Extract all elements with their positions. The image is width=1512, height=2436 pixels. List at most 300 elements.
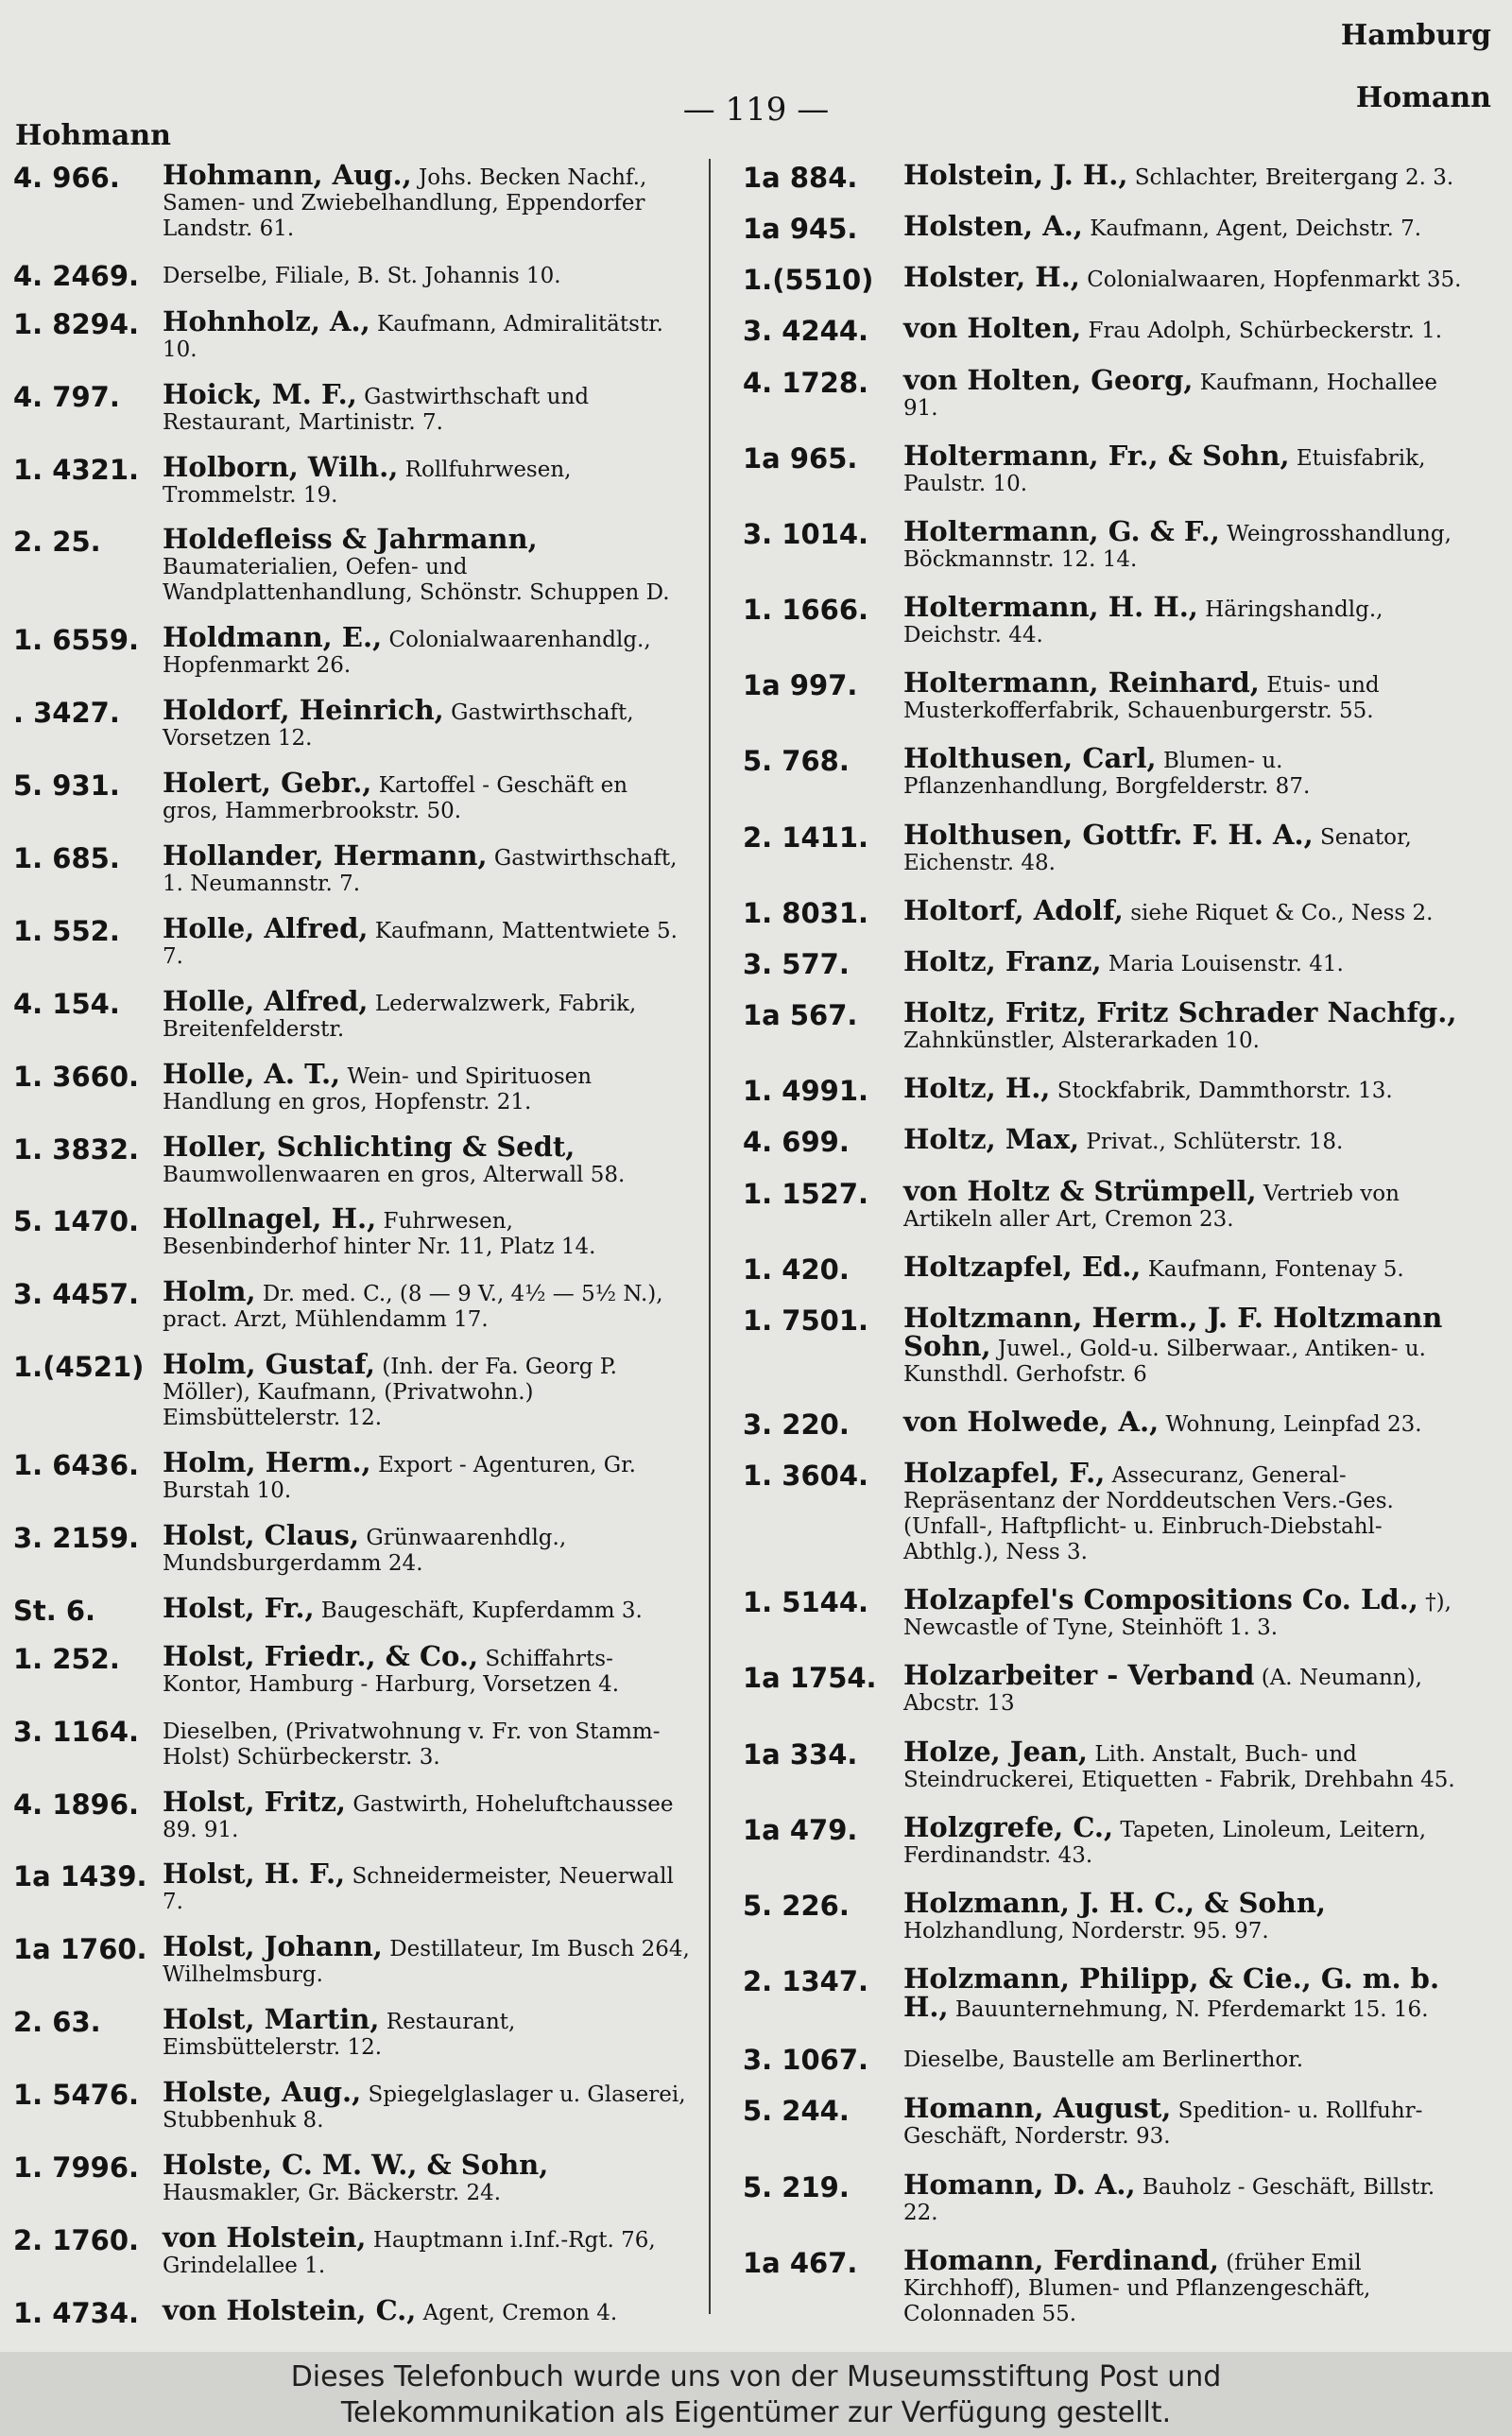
subscriber-name: Holtz, Fritz, Fritz Schrader Nachfg., (903, 996, 1457, 1029)
directory-entry (743, 1174, 1474, 1233)
phone-number: 1. 8294. (13, 307, 140, 340)
phone-number: 1a 884. (743, 162, 858, 194)
subscriber-name: Holtermann, Reinhard, (903, 666, 1260, 700)
entry-body (896, 1405, 1474, 1438)
directory-entry (743, 1123, 1474, 1159)
subscriber-name: Holdorf, Heinrich, (163, 694, 444, 727)
subscriber-name: Holtermann, Fr., & Sohn, (903, 439, 1290, 472)
entry-body (896, 2045, 1474, 2073)
subscriber-details: (A. Neumann), Abcstr. 13 (903, 1666, 1422, 1717)
directory-entry (13, 1717, 690, 1771)
directory-entry (743, 261, 1474, 297)
subscriber-details: Tapeten, Linoleum, Leitern, Ferdinandstr. 43. (903, 1817, 1427, 1868)
subscriber-name: Holster, H., (903, 261, 1080, 294)
entry-body (155, 1717, 690, 1771)
directory-entry (13, 1639, 690, 1698)
subscriber-details: Dieselben, (Privatwohnung v. Fr. von Stamm-Holst) Schürbeckerstr. 3. (163, 1719, 661, 1770)
subscriber-name: Holtz, Max, (903, 1123, 1080, 1156)
subscriber-name: von Holten, (903, 312, 1082, 345)
subscriber-details: Colonialwaaren, Hopfenmarkt 35. (1079, 268, 1462, 293)
entry-body (896, 514, 1474, 573)
directory-entry (13, 304, 690, 363)
subscriber-details: Blumen- u. Pflanzenhandlung, Borgfelderstr. 87. (903, 749, 1311, 800)
subscriber-details: (Inh. der Fa. Georg P. Möller), Kaufmann, (Privatwohn.) Eimsbüttelerstr. 12. (163, 1355, 617, 1431)
subscriber-name: von Holtz & Strümpell, (903, 1174, 1257, 1207)
subscriber-name: Holtorf, Adolf, (903, 893, 1124, 926)
phone-number: 2. 1760. (13, 2223, 140, 2256)
phone-number: . 3427. (13, 697, 120, 730)
subscriber-details: Hausmakler, Gr. Bäckerstr. 24. (163, 2181, 502, 2206)
entry-body (155, 1857, 690, 1915)
subscriber-details: Gastwirth, Hoheluftchaussee 89. 91. (163, 1791, 674, 1842)
subscriber-details: Baugeschäft, Kupferdamm 3. (314, 1598, 643, 1623)
subscriber-details: Export - Agenturen, Gr. Burstah 10. (163, 1453, 636, 1504)
directory-entry (743, 1405, 1474, 1441)
phone-number: 1. 4734. (13, 2296, 140, 2329)
phone-number: 3. 1164. (13, 1715, 140, 1748)
directory-entry (743, 514, 1474, 573)
phone-number: 3. 220. (743, 1408, 850, 1441)
subscriber-name: von Holwede, A., (903, 1405, 1160, 1438)
subscriber-name: Holthusen, Carl, (903, 742, 1157, 775)
entry-body (896, 439, 1474, 497)
entry-body (155, 2003, 690, 2061)
directory-entry (13, 1519, 690, 1577)
directory-entry (743, 1072, 1474, 1108)
subscriber-details: Assecuranz, General-Repräsentanz der Norddeutschen Vers.-Ges. (Unfall-, Haftpflicht- u. Einbruch-Diebstahl-Abthlg.), Ness 3. (903, 1463, 1394, 1565)
directory-entry (13, 1446, 690, 1504)
directory-entry (13, 839, 690, 897)
subscriber-details: Vertrieb von Artikeln aller Art, Cremon 23. (903, 1181, 1400, 1232)
directory-entry (743, 439, 1474, 497)
subscriber-name: Holborn, Wilh., (163, 450, 399, 483)
subscriber-name: Holthusen, Gottfr. F. H. A., (903, 818, 1314, 851)
subscriber-name: Hohnholz, A., (163, 304, 370, 337)
directory-entry (743, 1962, 1474, 2024)
phone-number: 3. 4457. (13, 1278, 140, 1311)
phone-number: 1a 1760. (13, 1933, 147, 1966)
directory-entry (13, 1857, 690, 1915)
entry-body (896, 1457, 1474, 1565)
subscriber-name: Holle, Alfred, (163, 984, 369, 1017)
phone-number: 3. 1014. (743, 517, 869, 550)
subscriber-details: (früher Emil Kirchhoff), Blumen- und Pflanzengeschäft, Colonnaden 55. (903, 2250, 1371, 2326)
phone-number: 5. 931. (13, 769, 120, 803)
directory-entry (743, 2092, 1474, 2150)
phone-number: 1. 5476. (13, 2079, 140, 2112)
directory-entry (13, 911, 690, 970)
subscriber-name: Holm, (163, 1275, 256, 1308)
entry-body (155, 767, 690, 824)
entry-body (896, 996, 1474, 1054)
subscriber-name: Hoick, M. F., (163, 377, 357, 410)
entry-body (896, 1962, 1474, 2024)
subscriber-name: Hohmann, Aug., (163, 159, 412, 191)
directory-entry (743, 210, 1474, 246)
subscriber-details: Maria Louisenstr. 41. (1101, 951, 1344, 976)
subscriber-name: Holtermann, G. & F., (903, 514, 1220, 547)
entry-body (155, 523, 690, 606)
subscriber-name: Holst, Fr., (163, 1591, 315, 1624)
entry-body (155, 2149, 690, 2206)
entry-body (155, 1591, 690, 1624)
entry-body (896, 1123, 1474, 1156)
phone-number: 4. 966. (13, 162, 120, 194)
phone-number: 1a 1754. (743, 1662, 877, 1695)
phone-number: 3. 4244. (743, 315, 869, 348)
phone-number: 4. 154. (13, 987, 120, 1020)
entry-body (896, 210, 1474, 243)
directory-entry (13, 159, 690, 242)
directory-entry (13, 450, 690, 509)
phone-number: 1a 945. (743, 213, 858, 246)
subscriber-name: Holzgrefe, C., (903, 1810, 1114, 1843)
subscriber-details: Restaurant, Eimsbüttelerstr. 12. (163, 2010, 516, 2061)
entry-body (155, 1930, 690, 1988)
phone-number: 1.(4521) (13, 1351, 145, 1384)
subscriber-name: Holle, Alfred, (163, 911, 369, 944)
directory-entry (13, 1930, 690, 1988)
subscriber-name: Holste, C. M. W., & Sohn, (163, 2149, 549, 2182)
subscriber-details: Hauptmann i.Inf.-Rgt. 76, Grindelallee 1. (163, 2227, 656, 2278)
subscriber-details: Kaufmann, Mattentwiete 5. 7. (163, 918, 678, 969)
entry-body (155, 304, 690, 363)
subscriber-details: Baumaterialien, Oefen- und Wandplattenhandlung, Schönstr. Schuppen D. (163, 555, 670, 606)
subscriber-details: Agent, Cremon 4. (416, 2300, 618, 2325)
phone-number: 5. 1470. (13, 1205, 140, 1238)
subscriber-details: Juwel., Gold-u. Silberwaar., Antiken- u. Kunsthdl. Gerhofstr. 6 (903, 1336, 1426, 1387)
directory-entry (13, 2149, 690, 2206)
subscriber-name: Holzarbeiter - Verband (903, 1659, 1255, 1692)
phone-number: 1.(5510) (743, 264, 874, 297)
directory-entry (13, 1130, 690, 1188)
phone-number: 5. 219. (743, 2170, 850, 2203)
entry-body (896, 1072, 1474, 1105)
subscriber-details: Bauunternehmung, N. Pferdemarkt 15. 16. (948, 1997, 1429, 2023)
subscriber-details: Zahnkünstler, Alsterarkaden 10. (903, 1028, 1260, 1054)
directory-entry (13, 2293, 690, 2329)
subscriber-name: Holst, Friedr., & Co., (163, 1639, 479, 1672)
directory-entry (13, 377, 690, 436)
subscriber-name: Holstein, J. H., (903, 159, 1128, 191)
entry-body (896, 1174, 1474, 1233)
phone-number: 3. 1067. (743, 2044, 869, 2077)
phone-number: 1a 997. (743, 669, 858, 702)
entry-body (155, 1057, 690, 1115)
phone-number: 1. 4991. (743, 1075, 869, 1108)
directory-entry (743, 1250, 1474, 1286)
subscriber-details: Schlachter, Breitergang 2. 3. (1127, 165, 1454, 190)
phone-number: 4. 699. (743, 1126, 850, 1159)
directory-entry (13, 694, 690, 752)
entry-body (155, 159, 690, 242)
subscriber-name: Holst, Martin, (163, 2003, 380, 2036)
phone-number: 4. 1896. (13, 1788, 140, 1821)
column-divider (709, 159, 711, 2314)
subscriber-name: Hollander, Hermann, (163, 839, 488, 872)
directory-entry (743, 1301, 1474, 1388)
entry-body (896, 1810, 1474, 1869)
subscriber-details: Lith. Anstalt, Buch- und Steindruckerei, Etiquetten - Fabrik, Drehbahn 45. (903, 1741, 1455, 1792)
entry-body (896, 742, 1474, 800)
subscriber-details: Spedition- u. Rollfuhr-Geschäft, Norderstr. 93. (903, 2099, 1423, 2150)
subscriber-details: Häringshandlg., Deichstr. 44. (903, 597, 1383, 648)
phone-number: 1. 7996. (13, 2151, 140, 2185)
directory-entry (13, 2076, 690, 2134)
right-keyword: Homann (1355, 81, 1491, 114)
entry-body (896, 666, 1474, 724)
subscriber-details: Weingrosshandlung, Böckmannstr. 12. 14. (903, 521, 1452, 572)
phone-number: 1. 6559. (13, 624, 140, 657)
subscriber-name: Holzapfel, F., (903, 1457, 1106, 1490)
page-number: — 119 — (682, 91, 830, 129)
directory-entry (743, 1886, 1474, 1944)
subscriber-details: Gastwirthschaft und Restaurant, Martinistr. 7. (163, 384, 590, 435)
entry-body (896, 261, 1474, 294)
directory-entry (13, 1275, 690, 1333)
entry-body (155, 1348, 690, 1431)
phone-number: 1. 420. (743, 1253, 850, 1286)
subscriber-name: Holste, Aug., (163, 2076, 362, 2109)
subscriber-details: Kaufmann, Hochallee 91. (903, 370, 1438, 421)
subscriber-details: Stockfabrik, Dammthorstr. 13. (1050, 1079, 1393, 1104)
entry-body (155, 621, 690, 679)
subscriber-details: Kartoffel - Geschäft en gros, Hammerbrookstr. 50. (163, 773, 628, 824)
subscriber-details: siehe Riquet & Co., Ness 2. (1123, 900, 1434, 925)
phone-number: 1. 3660. (13, 1060, 140, 1093)
directory-entry (13, 261, 690, 290)
subscriber-name: Holdefleiss & Jahrmann, (163, 523, 538, 556)
phone-number: St. 6. (13, 1594, 96, 1627)
phone-number: 1. 4321. (13, 453, 140, 486)
subscriber-name: Homann, D. A., (903, 2168, 1136, 2201)
phone-number: 5. 244. (743, 2095, 850, 2128)
entry-body (896, 591, 1474, 648)
phone-number: 1a 334. (743, 1737, 858, 1771)
directory-entry (13, 1202, 690, 1260)
phone-number: 2. 1347. (743, 1965, 869, 1998)
directory-entry (13, 767, 690, 824)
phone-number: 3. 577. (743, 947, 850, 980)
directory-entry (743, 312, 1474, 348)
subscriber-details: Gastwirthschaft, Vorsetzen 12. (163, 700, 634, 752)
entry-body (155, 261, 690, 289)
entry-body (155, 1519, 690, 1577)
entry-body (155, 377, 690, 436)
directory-entry (743, 1810, 1474, 1869)
subscriber-name: Holtz, Franz, (903, 944, 1102, 977)
entry-body (896, 1659, 1474, 1717)
directory-entry (743, 1735, 1474, 1793)
phone-number: 1. 5144. (743, 1586, 869, 1619)
subscriber-name: Holst, Fritz, (163, 1785, 347, 1818)
subscriber-details: Privat., Schlüterstr. 18. (1079, 1130, 1344, 1155)
phone-number: 5. 226. (743, 1889, 850, 1922)
phone-number: 1. 3604. (743, 1460, 869, 1493)
entry-body (896, 312, 1474, 345)
directory-entry (743, 742, 1474, 800)
entry-body (896, 159, 1474, 191)
directory-entry (13, 621, 690, 679)
right-column (743, 159, 1474, 2327)
subscriber-name: von Holten, Georg, (903, 363, 1194, 396)
directory-entry (13, 1785, 690, 1843)
phone-number: 2. 63. (13, 2006, 101, 2039)
subscriber-details: Destillateur, Im Busch 264, Wilhelmsburg. (163, 1937, 690, 1988)
entry-body (155, 2220, 690, 2279)
subscriber-name: Homann, Ferdinand, (903, 2243, 1219, 2276)
phone-number: 4. 2469. (13, 259, 140, 292)
phone-number: 1. 6436. (13, 1449, 140, 1482)
subscriber-details: Senator, Eichenstr. 48. (903, 824, 1412, 875)
city-heading: Hamburg (1340, 19, 1491, 52)
subscriber-name: Holtz, H., (903, 1072, 1051, 1105)
entry-body (896, 944, 1474, 977)
directory-entry (743, 1583, 1474, 1641)
subscriber-name: von Holstein, C., (163, 2293, 417, 2326)
subscriber-name: Homann, August, (903, 2092, 1172, 2125)
entry-body (896, 1735, 1474, 1793)
directory-entry (743, 363, 1474, 422)
directory-entry (743, 2044, 1474, 2077)
directory-entry (743, 2168, 1474, 2226)
directory-entry (13, 1348, 690, 1431)
subscriber-details: Holzhandlung, Norderstr. 95. 97. (903, 1918, 1269, 1944)
directory-entry (743, 1659, 1474, 1717)
directory-entry (743, 1457, 1474, 1565)
directory-entry (743, 2243, 1474, 2327)
entry-body (155, 839, 690, 897)
footer-line-1: Dieses Telefonbuch wurde uns von der Museumsstiftung Post und (290, 2360, 1222, 2393)
subscriber-details: Fuhrwesen, Besenbinderhof hinter Nr. 11, Platz 14. (163, 1209, 596, 1260)
entry-body (155, 1446, 690, 1504)
phone-number: 2. 1411. (743, 821, 869, 854)
entry-body (155, 1639, 690, 1698)
entry-body (155, 1130, 690, 1188)
subscriber-details: Wein- und Spirituosen Handlung en gros, Hopfenstr. 21. (163, 1063, 593, 1114)
subscriber-details: Kaufmann, Agent, Deichstr. 7. (1082, 216, 1422, 242)
entry-body (155, 694, 690, 752)
directory-entry (743, 893, 1474, 929)
directory-entry (743, 666, 1474, 724)
subscriber-details: Gastwirthschaft, 1. Neumannstr. 7. (163, 846, 678, 897)
phone-number: 1. 3832. (13, 1132, 140, 1166)
subscriber-details: Baumwollenwaaren en gros, Alterwall 58. (163, 1162, 626, 1187)
subscriber-details: Spiegelglaslager u. Glaserei, Stubbenhuk 8. (163, 2082, 686, 2134)
phone-number: 1a 567. (743, 999, 858, 1032)
subscriber-details: Derselbe, Filiale, B. St. Johannis 10. (163, 263, 561, 288)
subscriber-details: Wohnung, Leinpfad 23. (1159, 1411, 1422, 1437)
footer-line-2: Telekommunikation als Eigentümer zur Verfügung gestellt. (340, 2396, 1172, 2429)
phone-number: 1. 1527. (743, 1177, 869, 1210)
subscriber-details: Grünwaarenhdlg., Mundsburgerdamm 24. (163, 1526, 567, 1577)
directory-entry (743, 591, 1474, 648)
phone-number: 1. 685. (13, 842, 120, 875)
entry-body (896, 818, 1474, 876)
directory-entry (13, 2220, 690, 2279)
footer-notice (0, 2354, 1512, 2436)
subscriber-details: Etuisfabrik, Paulstr. 10. (903, 445, 1426, 496)
phone-number: 1. 252. (13, 1642, 120, 1675)
subscriber-details: Lederwalzwerk, Fabrik, Breitenfelderstr. (163, 991, 637, 1042)
subscriber-details: Etuis- und Musterkofferfabrik, Schauenburgerstr. 55. (903, 673, 1380, 724)
left-column (13, 159, 690, 2329)
entry-body (896, 2168, 1474, 2226)
subscriber-details: Frau Adolph, Schürbeckerstr. 1. (1081, 319, 1443, 344)
subscriber-name: Holle, A. T., (163, 1057, 341, 1090)
subscriber-details: †), Newcastle of Tyne, Steinhöft 1. 3. (903, 1590, 1452, 1641)
subscriber-details: Colonialwaarenhandlg., Hopfenmarkt 26. (163, 628, 651, 679)
subscriber-name: Holzmann, Philipp, & Cie., G. m. b. H., (903, 1962, 1440, 2024)
directory-entry (743, 944, 1474, 980)
subscriber-name: Holm, Herm., (163, 1446, 371, 1479)
subscriber-name: Holtzapfel, Ed., (903, 1250, 1142, 1283)
entry-body (896, 893, 1474, 926)
entry-body (896, 363, 1474, 422)
subscriber-name: Holdmann, E., (163, 621, 383, 654)
entry-body (896, 2243, 1474, 2327)
subscriber-name: Holm, Gustaf, (163, 1348, 375, 1381)
entry-body (155, 450, 690, 509)
entry-body (155, 2076, 690, 2134)
subscriber-details: Dr. med. C., (8 — 9 V., 4½ — 5½ N.), pract. Arzt, Mühlendamm 17. (163, 1282, 663, 1333)
subscriber-details: Rollfuhrwesen, Trommelstr. 19. (163, 457, 572, 508)
subscriber-name: Holtzmann, Herm., J. F. Holtzmann Sohn, (903, 1301, 1443, 1362)
subscriber-name: Holzmann, J. H. C., & Sohn, (903, 1886, 1327, 1919)
subscriber-name: Holzapfel's Compositions Co. Ld., (903, 1583, 1418, 1616)
entry-body (155, 1785, 690, 1843)
subscriber-name: Holst, Johann, (163, 1930, 383, 1963)
phone-number: 1a 1439. (13, 1860, 147, 1893)
entry-body (155, 2293, 690, 2326)
subscriber-details: Dieselbe, Baustelle am Berlinerthor. (903, 2047, 1304, 2073)
left-keyword: Hohmann (15, 119, 171, 152)
phone-number: 1. 552. (13, 914, 120, 947)
subscriber-name: Holert, Gebr., (163, 767, 372, 800)
entry-body (896, 1301, 1474, 1388)
entry-body (896, 1886, 1474, 1944)
entry-body (896, 1250, 1474, 1283)
directory-entry (743, 996, 1474, 1054)
phone-number: 4. 797. (13, 380, 120, 413)
phone-number: 4. 1728. (743, 366, 869, 399)
subscriber-name: Holst, Claus, (163, 1519, 360, 1552)
entry-body (896, 1583, 1474, 1641)
subscriber-name: Holst, H. F., (163, 1857, 346, 1891)
phone-number: 1a 467. (743, 2246, 858, 2279)
subscriber-details: Kaufmann, Admiralitätstr. 10. (163, 311, 663, 362)
directory-entry (13, 2003, 690, 2061)
directory-entry (13, 984, 690, 1043)
entry-body (896, 2092, 1474, 2150)
phone-number: 1a 479. (743, 1813, 858, 1846)
phone-number: 1. 1666. (743, 594, 869, 627)
phone-number: 1. 8031. (743, 896, 869, 929)
subscriber-name: Hollnagel, H., (163, 1202, 377, 1235)
phone-number: 2. 25. (13, 526, 101, 559)
subscriber-name: Holler, Schlichting & Sedt, (163, 1130, 576, 1163)
subscriber-name: Holze, Jean, (903, 1735, 1089, 1768)
entry-body (155, 984, 690, 1043)
subscriber-details: Bauholz - Geschäft, Billstr. 22. (903, 2174, 1435, 2225)
subscriber-details: Kaufmann, Fontenay 5. (1141, 1256, 1404, 1282)
phone-number: 5. 768. (743, 745, 850, 778)
directory-entry (743, 159, 1474, 194)
entry-body (155, 1275, 690, 1333)
subscriber-name: Holtermann, H. H., (903, 591, 1198, 624)
entry-body (155, 1202, 690, 1260)
directory-entry (13, 523, 690, 606)
